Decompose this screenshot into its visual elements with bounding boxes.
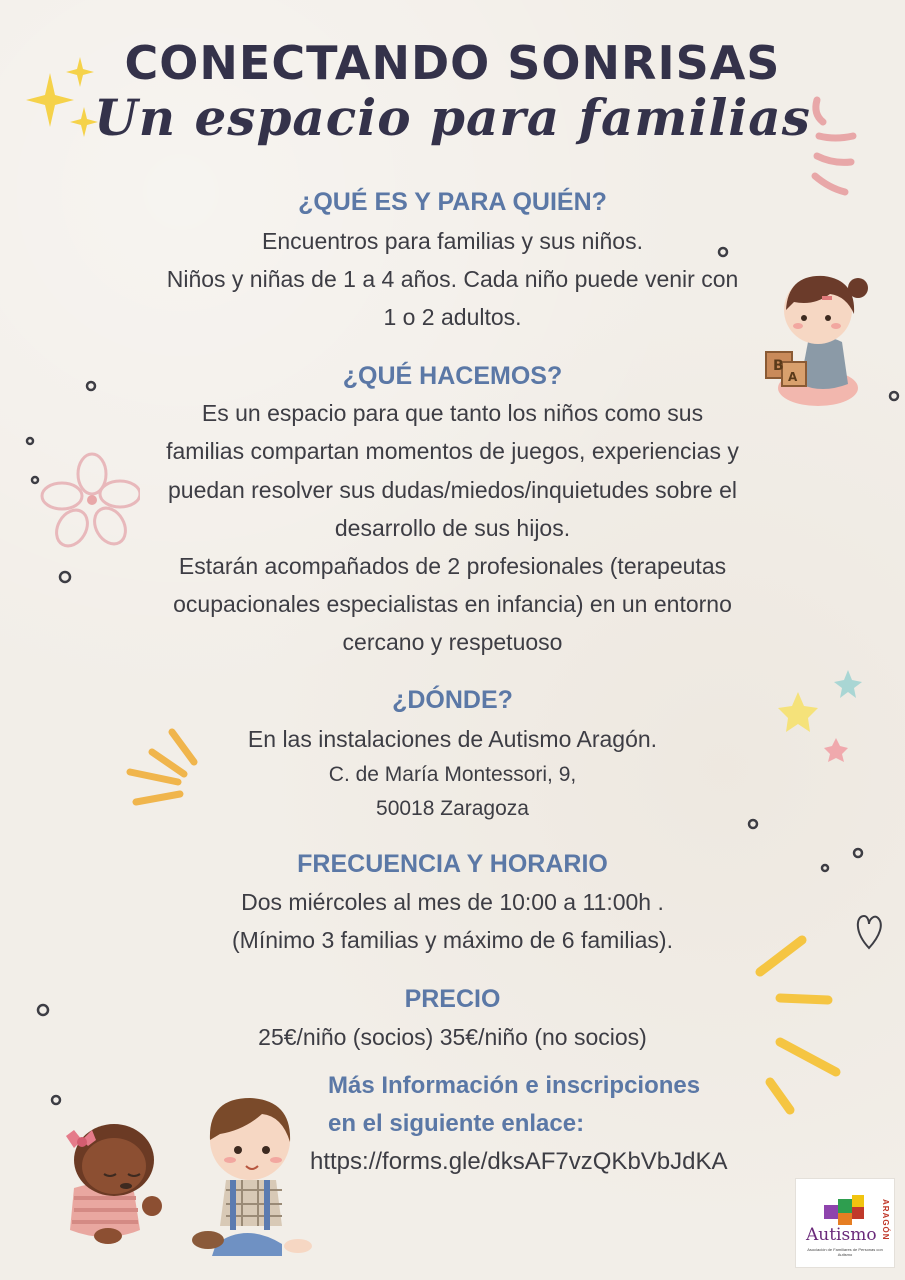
section-heading-que-es: ¿QUÉ ES Y PARA QUIÉN? [298, 188, 607, 216]
svg-text:A: A [788, 370, 798, 384]
que-hacemos-line-2: familias compartan momentos de juegos, experiencias y [166, 438, 739, 464]
donde-line-1: En las instalaciones de Autismo Aragón. [247, 726, 658, 752]
que-hacemos-line-6: ocupacionales especialistas en infancia) en un entorno [173, 591, 732, 617]
logo-caption: Asociación de Familiares de Personas con Autismo [807, 1247, 883, 1257]
que-hacemos-line-5: Estarán acompañados de 2 profesionales (terapeutas [178, 553, 727, 579]
section-heading-frecuencia: FRECUENCIA Y HORARIO [297, 850, 608, 878]
section-heading-donde: ¿DÓNDE? [392, 686, 513, 714]
puzzle-icon [822, 1193, 866, 1227]
logo-region: ARAGÓN [881, 1199, 890, 1241]
que-hacemos-line-1: Es un espacio para que tanto los niños como sus [201, 400, 704, 426]
donde-address-city: 50018 Zaragoza [376, 797, 529, 820]
more-info-line-1: Más Información e inscripciones [328, 1072, 701, 1099]
donde-address-street: C. de María Montessori, 9, [328, 763, 577, 786]
que-es-line-1: Encuentros para familias y sus niños. [262, 228, 643, 254]
frecuencia-line-1: Dos miércoles al mes de 10:00 a 11:00h . [241, 889, 664, 915]
stars-icon [772, 666, 872, 776]
girl-illustration [44, 1118, 174, 1248]
que-es-line-2: Niños y niñas de 1 a 4 años. Cada niño puede venir con [166, 266, 739, 292]
frecuencia-line-2: (Mínimo 3 familias y máximo de 6 familias). [232, 927, 673, 953]
autismo-aragon-logo [795, 1178, 895, 1268]
que-hacemos-line-7: cercano y respetuoso [342, 629, 563, 655]
section-heading-que-hacemos: ¿QUÉ HACEMOS? [342, 362, 563, 390]
que-es-line-3: 1 o 2 adultos. [383, 304, 522, 330]
precio-line-1: 25€/niño (socios) 35€/niño (no socios) [258, 1024, 647, 1050]
section-heading-precio: PRECIO [404, 985, 501, 1013]
logo-name: Autismo [806, 1225, 877, 1245]
page-subtitle: Un espacio para familias [94, 88, 811, 147]
registration-link[interactable]: https://forms.gle/dksAF7vzQKbVbJdKA [310, 1148, 728, 1175]
more-info-line-2: en el siguiente enlace: [328, 1110, 585, 1137]
page-title: CONECTANDO SONRISAS [124, 36, 781, 90]
boy-illustration [186, 1094, 326, 1262]
svg-text:B: B [773, 358, 784, 374]
que-hacemos-line-3: puedan resolver sus dudas/miedos/inquietudes sobre el [168, 477, 737, 503]
que-hacemos-line-4: desarrollo de sus hijos. [334, 515, 571, 541]
